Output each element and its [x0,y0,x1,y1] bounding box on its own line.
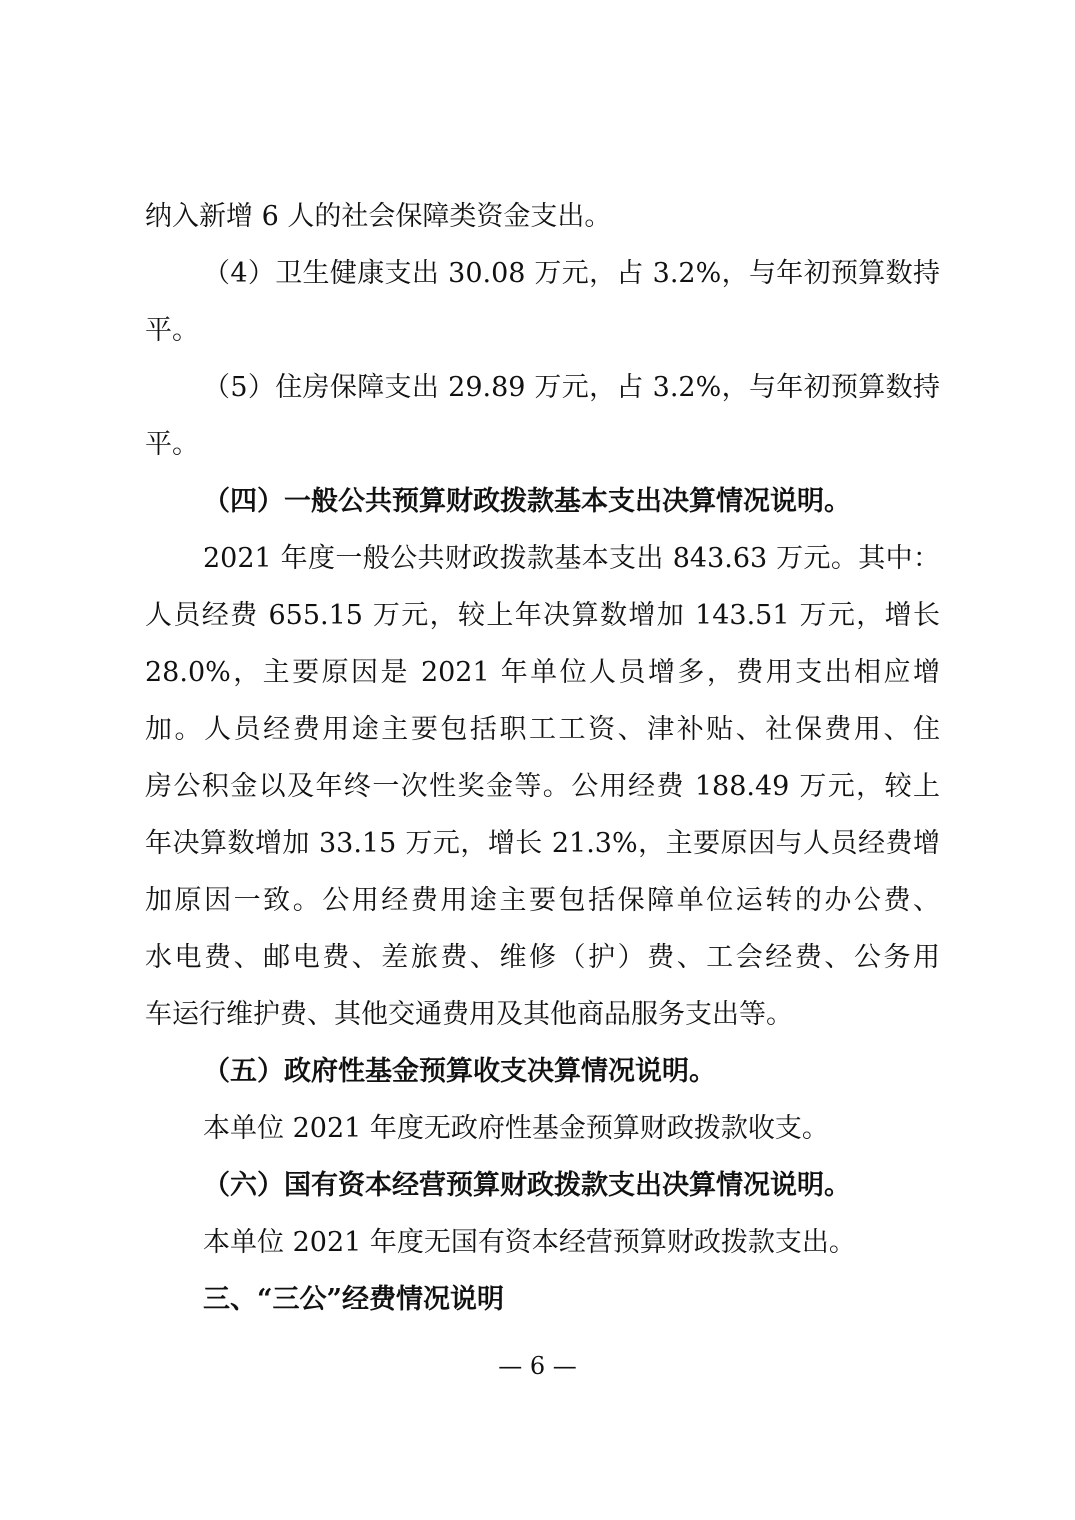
text-line: （5）住房保障支出 29.89 万元，占 3.2%，与年初预算数持 [203,372,940,403]
chapter-heading: 三、“三公”经费情况说明 [203,1284,505,1315]
page-number: — 6 — [498,1352,577,1380]
section-heading: （六）国有资本经营预算财政拨款支出决算情况说明。 [203,1170,851,1201]
text-line: 人员经费 655.15 万元，较上年决算数增加 143.51 万元，增长 [145,600,940,631]
text-line: 房公积金以及年终一次性奖金等。公用经费 188.49 万元，较上 [145,771,940,802]
text-line: 2021 年度一般公共财政拨款基本支出 843.63 万元。其中： [203,543,940,574]
text-line: 28.0%，主要原因是 2021 年单位人员增多，费用支出相应增 [145,657,940,688]
section-heading: （四）一般公共预算财政拨款基本支出决算情况说明。 [203,486,851,517]
text-line: 本单位 2021 年度无国有资本经营预算财政拨款支出。 [203,1227,856,1258]
text-line: 加原因一致。公用经费用途主要包括保障单位运转的办公费、 [145,885,940,916]
text-line: 平。 [145,429,199,460]
text-line: 年决算数增加 33.15 万元，增长 21.3%，主要原因与人员经费增 [145,828,940,859]
section-heading: （五）政府性基金预算收支决算情况说明。 [203,1056,716,1087]
text-line: 加。人员经费用途主要包括职工工资、津补贴、社保费用、住 [145,714,940,745]
text-line: 本单位 2021 年度无政府性基金预算财政拨款收支。 [203,1113,829,1144]
text-line: 纳入新增 6 人的社会保障类资金支出。 [145,201,612,232]
text-line: 车运行维护费、其他交通费用及其他商品服务支出等。 [145,999,793,1030]
text-line: 水电费、邮电费、差旅费、维修（护）费、工会经费、公务用 [145,942,940,973]
text-line: 平。 [145,315,199,346]
text-line: （4）卫生健康支出 30.08 万元，占 3.2%，与年初预算数持 [203,258,940,289]
